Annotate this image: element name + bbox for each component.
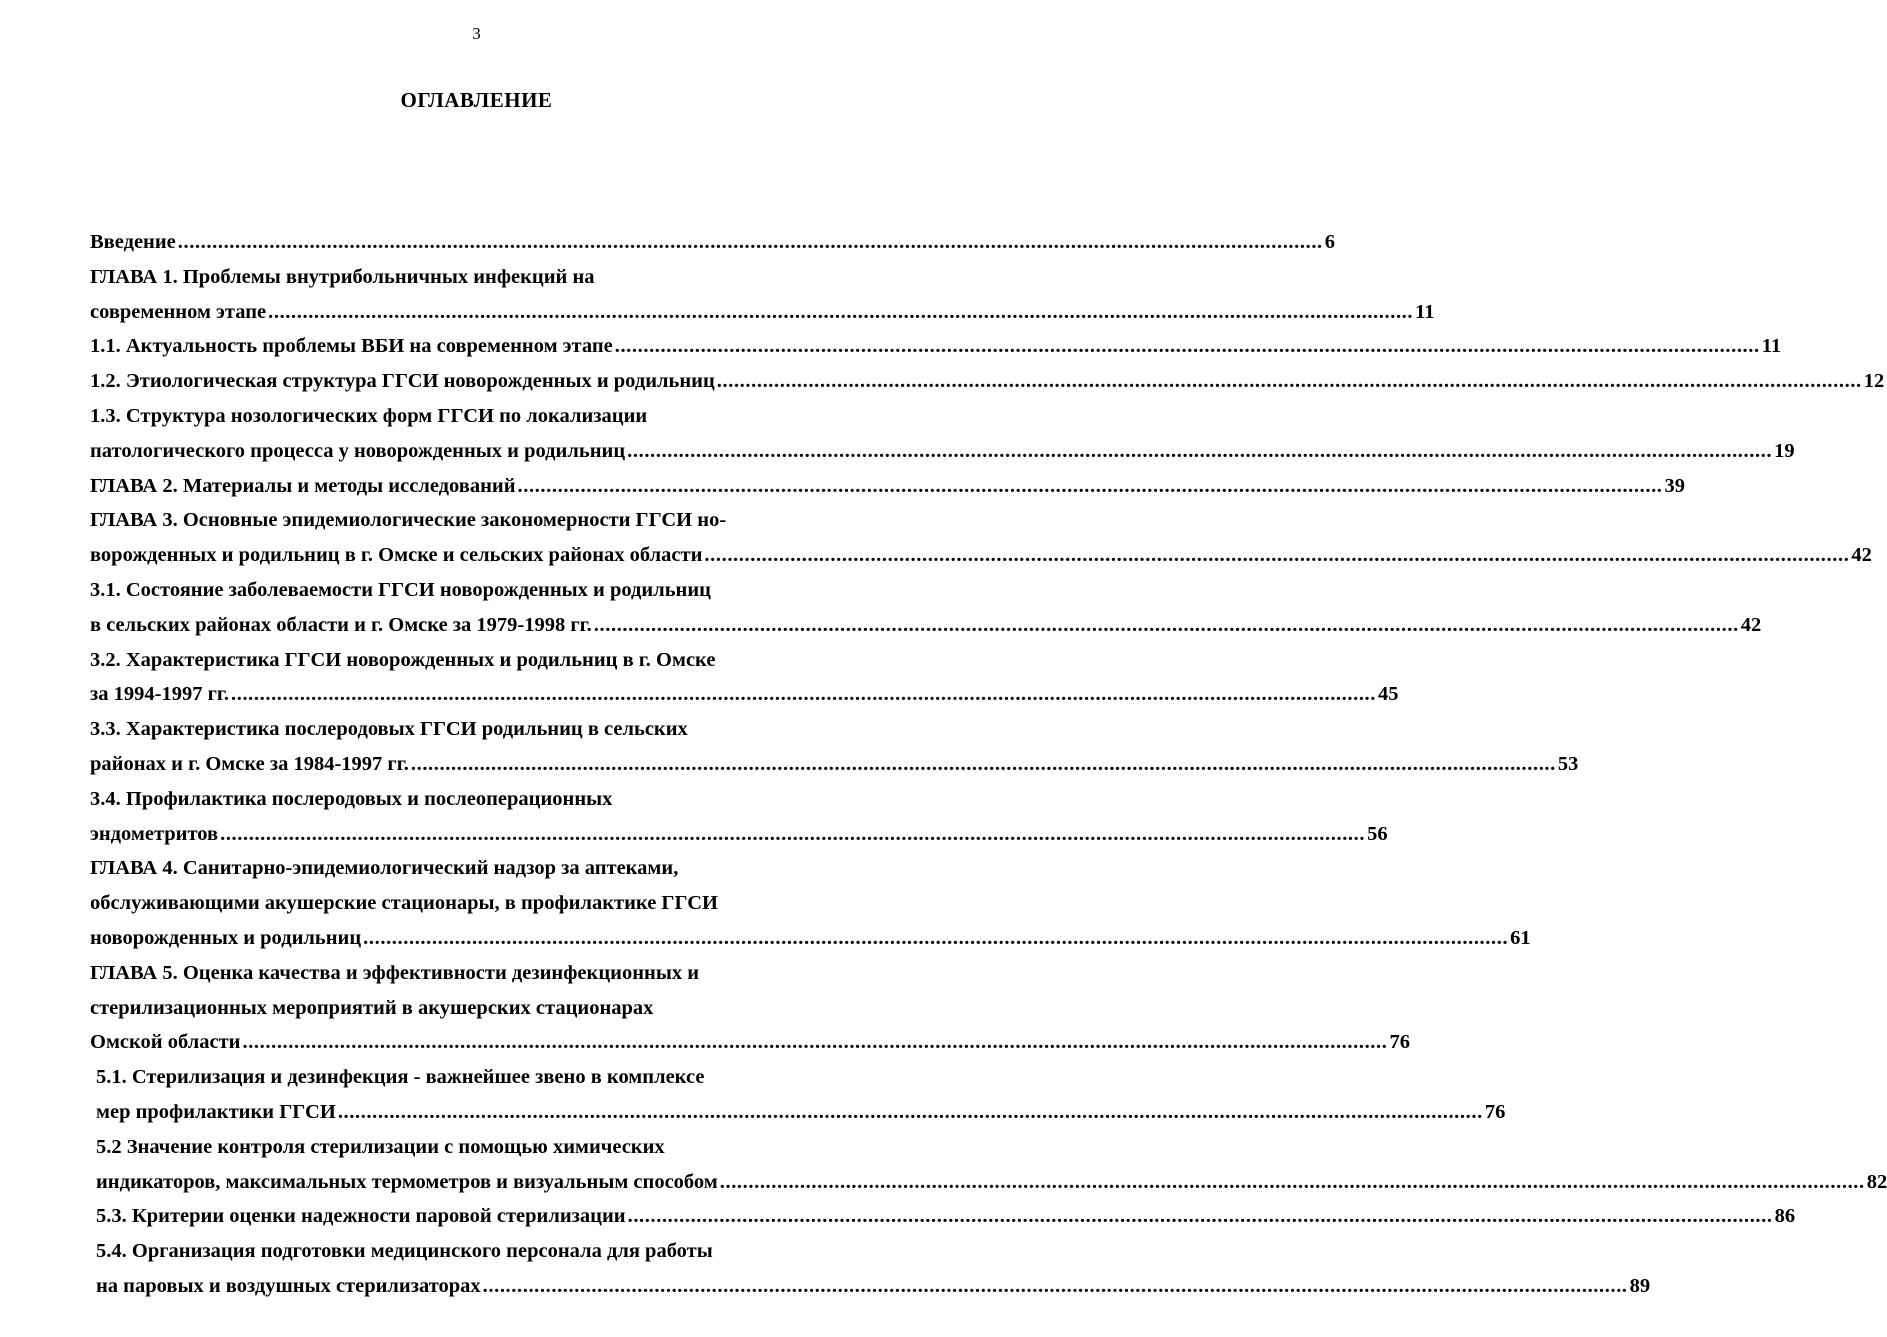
toc-entry[interactable] [90, 1234, 1651, 1304]
toc-leader-dots: ........................................................................................................................................................................................................ [242, 1031, 1388, 1054]
toc-entry[interactable] [90, 364, 1885, 399]
toc-entry-last-line [90, 469, 1686, 504]
toc-entry[interactable] [90, 260, 1435, 330]
toc-entry[interactable] [90, 1130, 1887, 1200]
toc-entry[interactable] [90, 782, 1388, 852]
toc-entry-line [90, 399, 864, 434]
toc-leader-dots: ........................................................................................................................................................................................................ [627, 439, 1773, 462]
toc-entry-text: 3.4. Профилактика послеродовых и послеоперационных [90, 787, 613, 810]
toc-leader-dots: ........................................................................................................................................................................................................ [719, 1170, 1865, 1193]
toc-page-number: 12 [1863, 370, 1885, 393]
toc-entry-line [90, 503, 864, 538]
toc-leader-dots: ........................................................................................................................................................................................................ [614, 335, 1760, 358]
toc-page-number: 82 [1866, 1170, 1887, 1193]
toc-entry-text: 3.1. Состояние заболеваемости ГГСИ новорожденных и родильниц [90, 578, 711, 601]
toc-entry-text: ГЛАВА 4. Санитарно-эпидемиологический надзор за аптеками, [90, 857, 679, 880]
toc-page-number: 61 [1510, 926, 1531, 949]
table-of-contents [90, 225, 1887, 1304]
toc-page-number: 42 [1740, 613, 1762, 636]
toc-page-number: 45 [1378, 683, 1399, 706]
toc-entry-last-line [90, 817, 1388, 852]
toc-leader-dots: ........................................................................................................................................................................................................ [220, 822, 1366, 845]
toc-entry[interactable] [90, 399, 1795, 469]
toc-page-number: 89 [1629, 1274, 1651, 1297]
toc-leader-dots: ........................................................................................................................................................................................................ [716, 370, 1862, 393]
toc-entry-line [90, 782, 864, 817]
toc-entry[interactable] [90, 573, 1762, 643]
toc-entry[interactable] [90, 712, 1579, 782]
toc-leader-dots: ........................................................................................................................................................................................................ [627, 1205, 1773, 1228]
toc-entry-line [90, 573, 864, 608]
toc-entry-text: в сельских районах области и г. Омске за 1979-1998 гг. [90, 613, 592, 636]
toc-page-number: 86 [1774, 1205, 1796, 1228]
toc-entry-line [90, 260, 864, 295]
toc-entry-line [90, 886, 864, 921]
toc-entry-last-line [90, 1025, 1410, 1060]
toc-entry[interactable] [90, 329, 1782, 364]
toc-entry-text: ГЛАВА 1. Проблемы внутрибольничных инфекций на [90, 265, 595, 288]
toc-entry-line [90, 643, 864, 678]
toc-entry-text: эндометритов [90, 822, 219, 845]
toc-entry-text: стерилизационных мероприятий в акушерских стационарах [90, 996, 654, 1019]
toc-entry-last-line [96, 1269, 1651, 1304]
toc-entry[interactable] [90, 643, 1399, 713]
toc-entry-last-line [96, 1165, 1887, 1200]
toc-entry-last-line [90, 329, 1782, 364]
toc-entry[interactable] [90, 851, 1531, 955]
toc-entry-text: 3.3. Характеристика послеродовых ГГСИ родильниц в сельских [90, 718, 688, 741]
toc-entry-line [90, 956, 864, 991]
toc-page-number: 56 [1367, 822, 1388, 845]
toc-leader-dots: ........................................................................................................................................................................................................ [337, 1100, 1483, 1123]
toc-entry-last-line [90, 295, 1435, 330]
toc-entry-text: Омской области [90, 1031, 241, 1054]
toc-leader-dots: ........................................................................................................................................................................................................ [268, 300, 1414, 323]
toc-entry-text: 1.3. Структура нозологических форм ГГСИ по локализации [90, 404, 648, 427]
toc-entry-text: 1.1. Актуальность проблемы ВБИ на современном этапе [90, 335, 613, 358]
toc-leader-dots: ........................................................................................................................................................................................................ [704, 544, 1850, 567]
toc-entry-text: районах и г. Омске за 1984-1997 гг. [90, 752, 409, 775]
toc-entry-last-line [90, 677, 1399, 712]
toc-entry-last-line [90, 364, 1885, 399]
toc-entry[interactable] [90, 956, 1410, 1060]
toc-page-number: 76 [1389, 1031, 1410, 1054]
toc-entry-text: Введение [90, 231, 176, 253]
toc-page-number: 6 [1324, 231, 1336, 253]
toc-page-number: 42 [1851, 544, 1872, 567]
toc-entry-last-line [90, 434, 1795, 469]
toc-entry-last-line [90, 921, 1531, 956]
toc-leader-dots: ........................................................................................................................................................................................................ [363, 926, 1509, 949]
toc-entry-text: индикаторов, максимальных термометров и визуальным способом [96, 1170, 718, 1193]
toc-entry-text: современном этапе [90, 300, 267, 323]
toc-page-number: 11 [1761, 335, 1782, 358]
toc-entry-text: новорожденных и родильниц [90, 926, 362, 949]
toc-entry-last-line [90, 747, 1579, 782]
toc-entry-text: ворожденных и родильниц в г. Омске и сельских районах области [90, 544, 703, 567]
toc-entry-text: на паровых и воздушных стерилизаторах [96, 1274, 481, 1297]
toc-entry-line [96, 1060, 864, 1095]
toc-entry-text: мер профилактики ГГСИ [96, 1100, 336, 1123]
toc-entry[interactable] [90, 225, 1336, 260]
toc-entry-line [96, 1234, 864, 1269]
toc-entry-last-line [90, 538, 1872, 573]
toc-entry-last-line [96, 1199, 1796, 1234]
toc-entry-last-line [90, 608, 1762, 643]
toc-entry-text: 5.3. Критерии оценки надежности паровой стерилизации [96, 1205, 626, 1228]
toc-page-number: 19 [1774, 439, 1795, 462]
toc-entry-last-line [96, 1095, 1506, 1130]
toc-page-number: 76 [1484, 1100, 1506, 1123]
toc-entry-text: 5.1. Стерилизация и дезинфекция - важнейшее звено в комплексе [96, 1066, 705, 1089]
toc-leader-dots: ........................................................................................................................................................................................................ [177, 231, 1323, 253]
toc-entry[interactable] [90, 1060, 1506, 1130]
toc-leader-dots: ........................................................................................................................................................................................................ [482, 1274, 1628, 1297]
toc-entry-text: 5.2 Значение контроля стерилизации с помощью химических [96, 1135, 665, 1158]
toc-entry-line [90, 712, 864, 747]
toc-page-number: 53 [1557, 752, 1579, 775]
toc-entry-text: 3.2. Характеристика ГГСИ новорожденных и родильниц в г. Омске [90, 648, 716, 671]
toc-entry-text: за 1994-1997 гг. [90, 683, 229, 706]
toc-entry-text: ГЛАВА 2. Материалы и методы исследований [90, 474, 516, 497]
toc-page-number: 11 [1415, 300, 1435, 323]
page-number: 3 [472, 24, 481, 43]
toc-leader-dots: ........................................................................................................................................................................................................ [517, 474, 1663, 497]
toc-entry[interactable] [90, 469, 1686, 504]
page-title: ОГЛАВЛЕНИЕ [400, 88, 553, 112]
toc-entry-text: 1.2. Этиологическая структура ГГСИ новорожденных и родильниц [90, 370, 715, 393]
toc-leader-dots: ........................................................................................................................................................................................................ [593, 613, 1739, 636]
toc-entry[interactable] [90, 1199, 1796, 1234]
toc-entry-line [96, 1130, 864, 1165]
toc-entry[interactable] [90, 503, 1872, 573]
toc-entry-text: обслуживающими акушерские стационары, в профилактике ГГСИ [90, 892, 718, 915]
toc-entry-line [90, 851, 864, 886]
toc-leader-dots: ........................................................................................................................................................................................................ [231, 683, 1376, 706]
toc-leader-dots: ........................................................................................................................................................................................................ [410, 752, 1556, 775]
toc-entry-text: ГЛАВА 3. Основные эпидемиологические закономерности ГГСИ но- [90, 509, 727, 532]
toc-page-number: 39 [1664, 474, 1686, 497]
toc-entry-last-line [90, 225, 1336, 260]
toc-entry-line [90, 991, 864, 1026]
toc-entry-text: патологического процесса у новорожденных и родильниц [90, 439, 626, 462]
toc-entry-text: ГЛАВА 5. Оценка качества и эффективности дезинфекционных и [90, 961, 700, 984]
toc-entry-text: 5.4. Организация подготовки медицинского персонала для работы [96, 1240, 713, 1263]
